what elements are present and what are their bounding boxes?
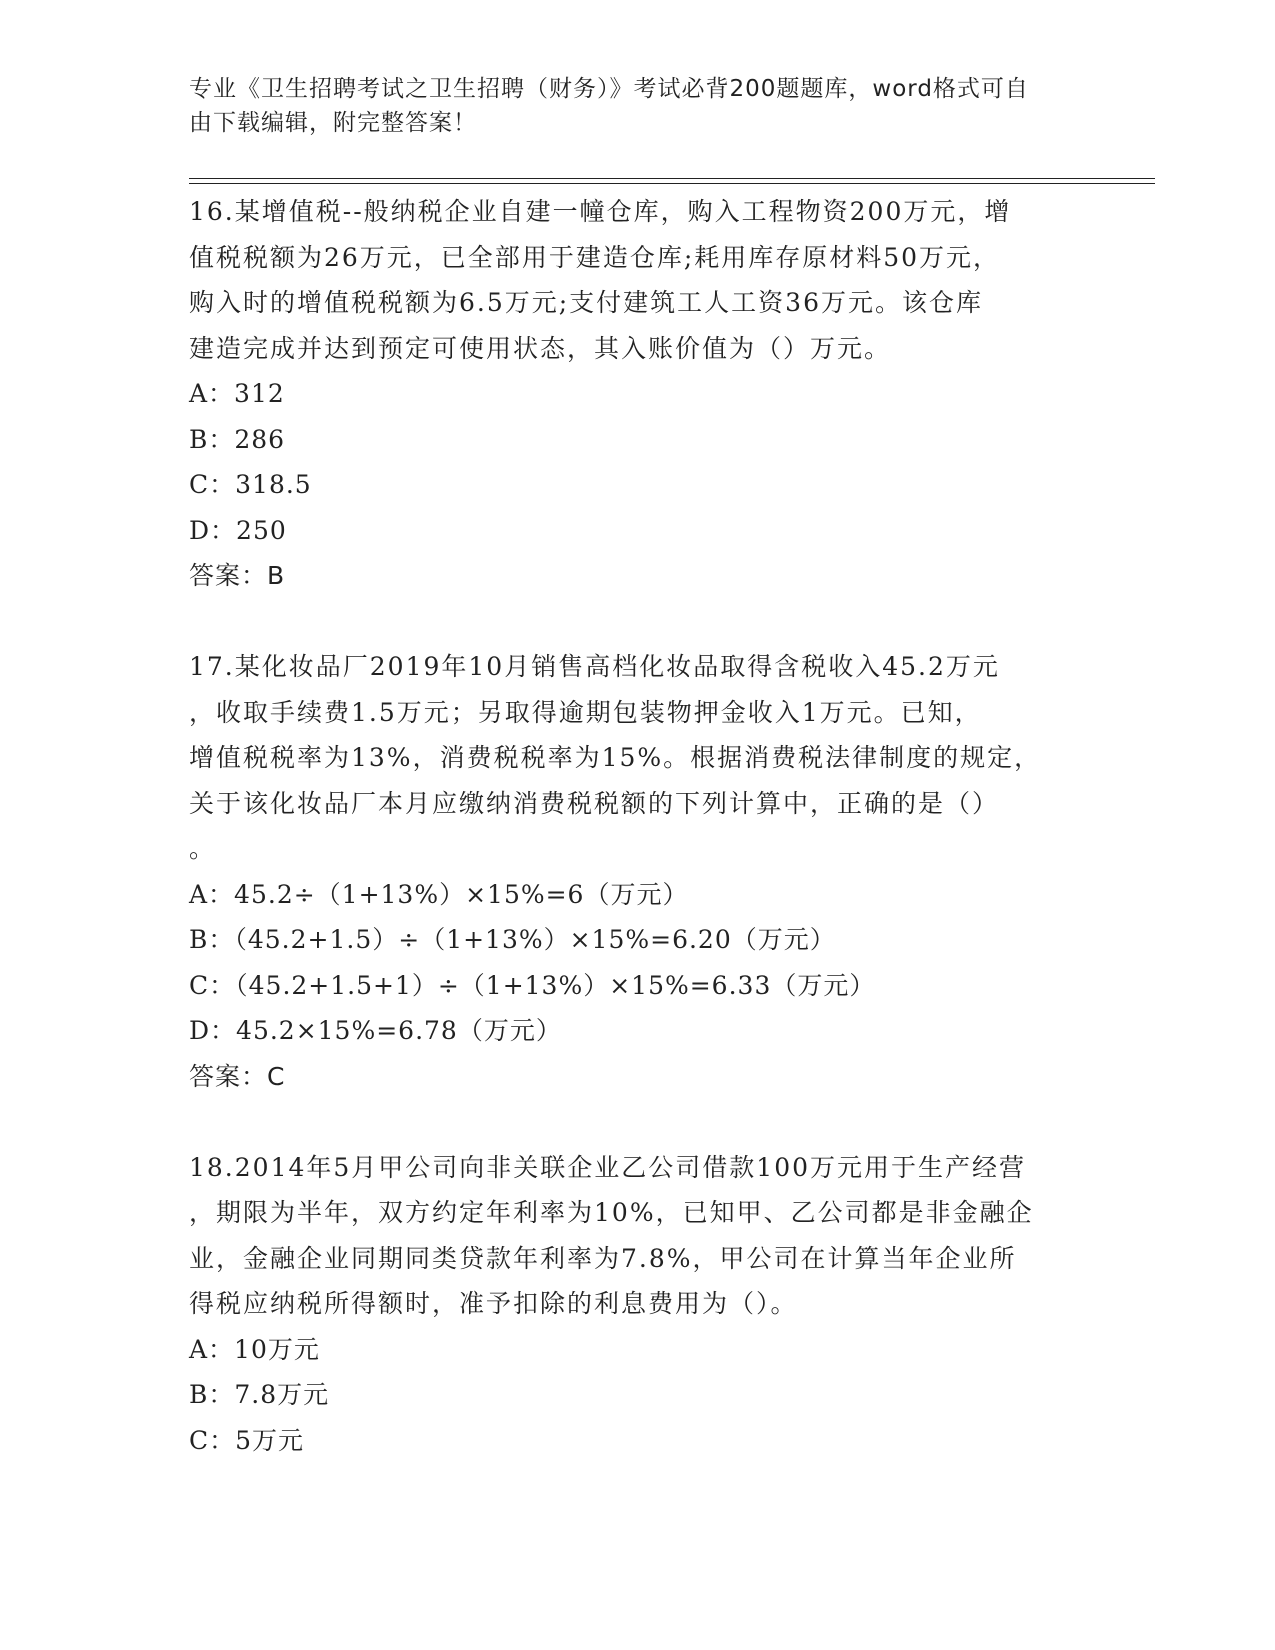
option-d: D：250	[189, 515, 287, 545]
option-c: C：318.5	[189, 470, 312, 499]
stem-line: 16.某增值税--般纳税企业自建一幢仓库，购入工程物资200万元，增	[189, 197, 1012, 226]
stem-line: 17.某化妆品厂2019年10月销售高档化妆品取得含税收入45.2万元	[189, 652, 1000, 681]
question-list	[189, 189, 1089, 1463]
answer-line: 答案：B	[189, 561, 286, 590]
stem-line: 值税税额为26万元，已全部用于建造仓库;耗用库存原材料50万元，	[189, 242, 1001, 272]
header-line-1: 专业《卫生招聘考试之卫生招聘（财务）》考试必背200题题库，word格式可自	[189, 76, 1029, 102]
header-divider-bottom	[189, 183, 1155, 184]
stem-line: 建造完成并达到预定可使用状态，其入账价值为（）万元。	[189, 333, 892, 363]
stem-line: ，期限为半年，双方约定年利率为10%，已知甲、乙公司都是非金融企	[189, 1198, 1034, 1227]
stem-line: 业，金融企业同期同类贷款年利率为7.8%，甲公司在计算当年企业所	[189, 1243, 1017, 1273]
spacer	[189, 1099, 1089, 1145]
answer-line: 答案：C	[189, 1061, 286, 1091]
stem-line: 得税应纳税所得额时，准予扣除的利息费用为（）。	[189, 1289, 798, 1318]
option-a: A：45.2÷（1+13%）×15%=6（万元）	[189, 879, 689, 909]
spacer	[189, 599, 1089, 645]
option-b: B：7.8万元	[189, 1380, 330, 1409]
question-17	[189, 644, 1089, 1099]
document-header	[189, 72, 1069, 140]
option-d: D：45.2×15%=6.78（万元）	[189, 1016, 562, 1045]
header-line-2: 由下载编辑，附完整答案！	[189, 110, 477, 136]
option-c: C：5万元	[189, 1425, 305, 1455]
header-divider-top	[189, 178, 1155, 179]
question-stem	[189, 644, 1089, 872]
stem-line: 增值税税率为13%，消费税税率为15%。根据消费税法律制度的规定，	[189, 743, 1042, 772]
option-c: C：（45.2+1.5+1）÷（1+13%）×15%=6.33（万元）	[189, 970, 876, 1000]
stem-line: 18.2014年5月甲公司向非关联企业乙公司借款100万元用于生产经营	[189, 1152, 1027, 1182]
option-a: A：312	[189, 379, 285, 408]
option-a: A：10万元	[189, 1334, 320, 1364]
question-stem	[189, 189, 1089, 371]
question-stem	[189, 1145, 1089, 1327]
question-18	[189, 1145, 1089, 1464]
stem-line: ，收取手续费1.5万元；另取得逾期包装物押金收入1万元。已知，	[189, 697, 982, 727]
question-16	[189, 189, 1089, 599]
stem-line: 。	[189, 834, 217, 863]
stem-line: 购入时的增值税税额为6.5万元;支付建筑工人工资36万元。该仓库	[189, 288, 983, 317]
option-b: B：（45.2+1.5）÷（1+13%）×15%=6.20（万元）	[189, 925, 836, 954]
option-b: B：286	[189, 424, 286, 454]
stem-line: 关于该化妆品厂本月应缴纳消费税税额的下列计算中，正确的是（）	[189, 788, 1000, 818]
